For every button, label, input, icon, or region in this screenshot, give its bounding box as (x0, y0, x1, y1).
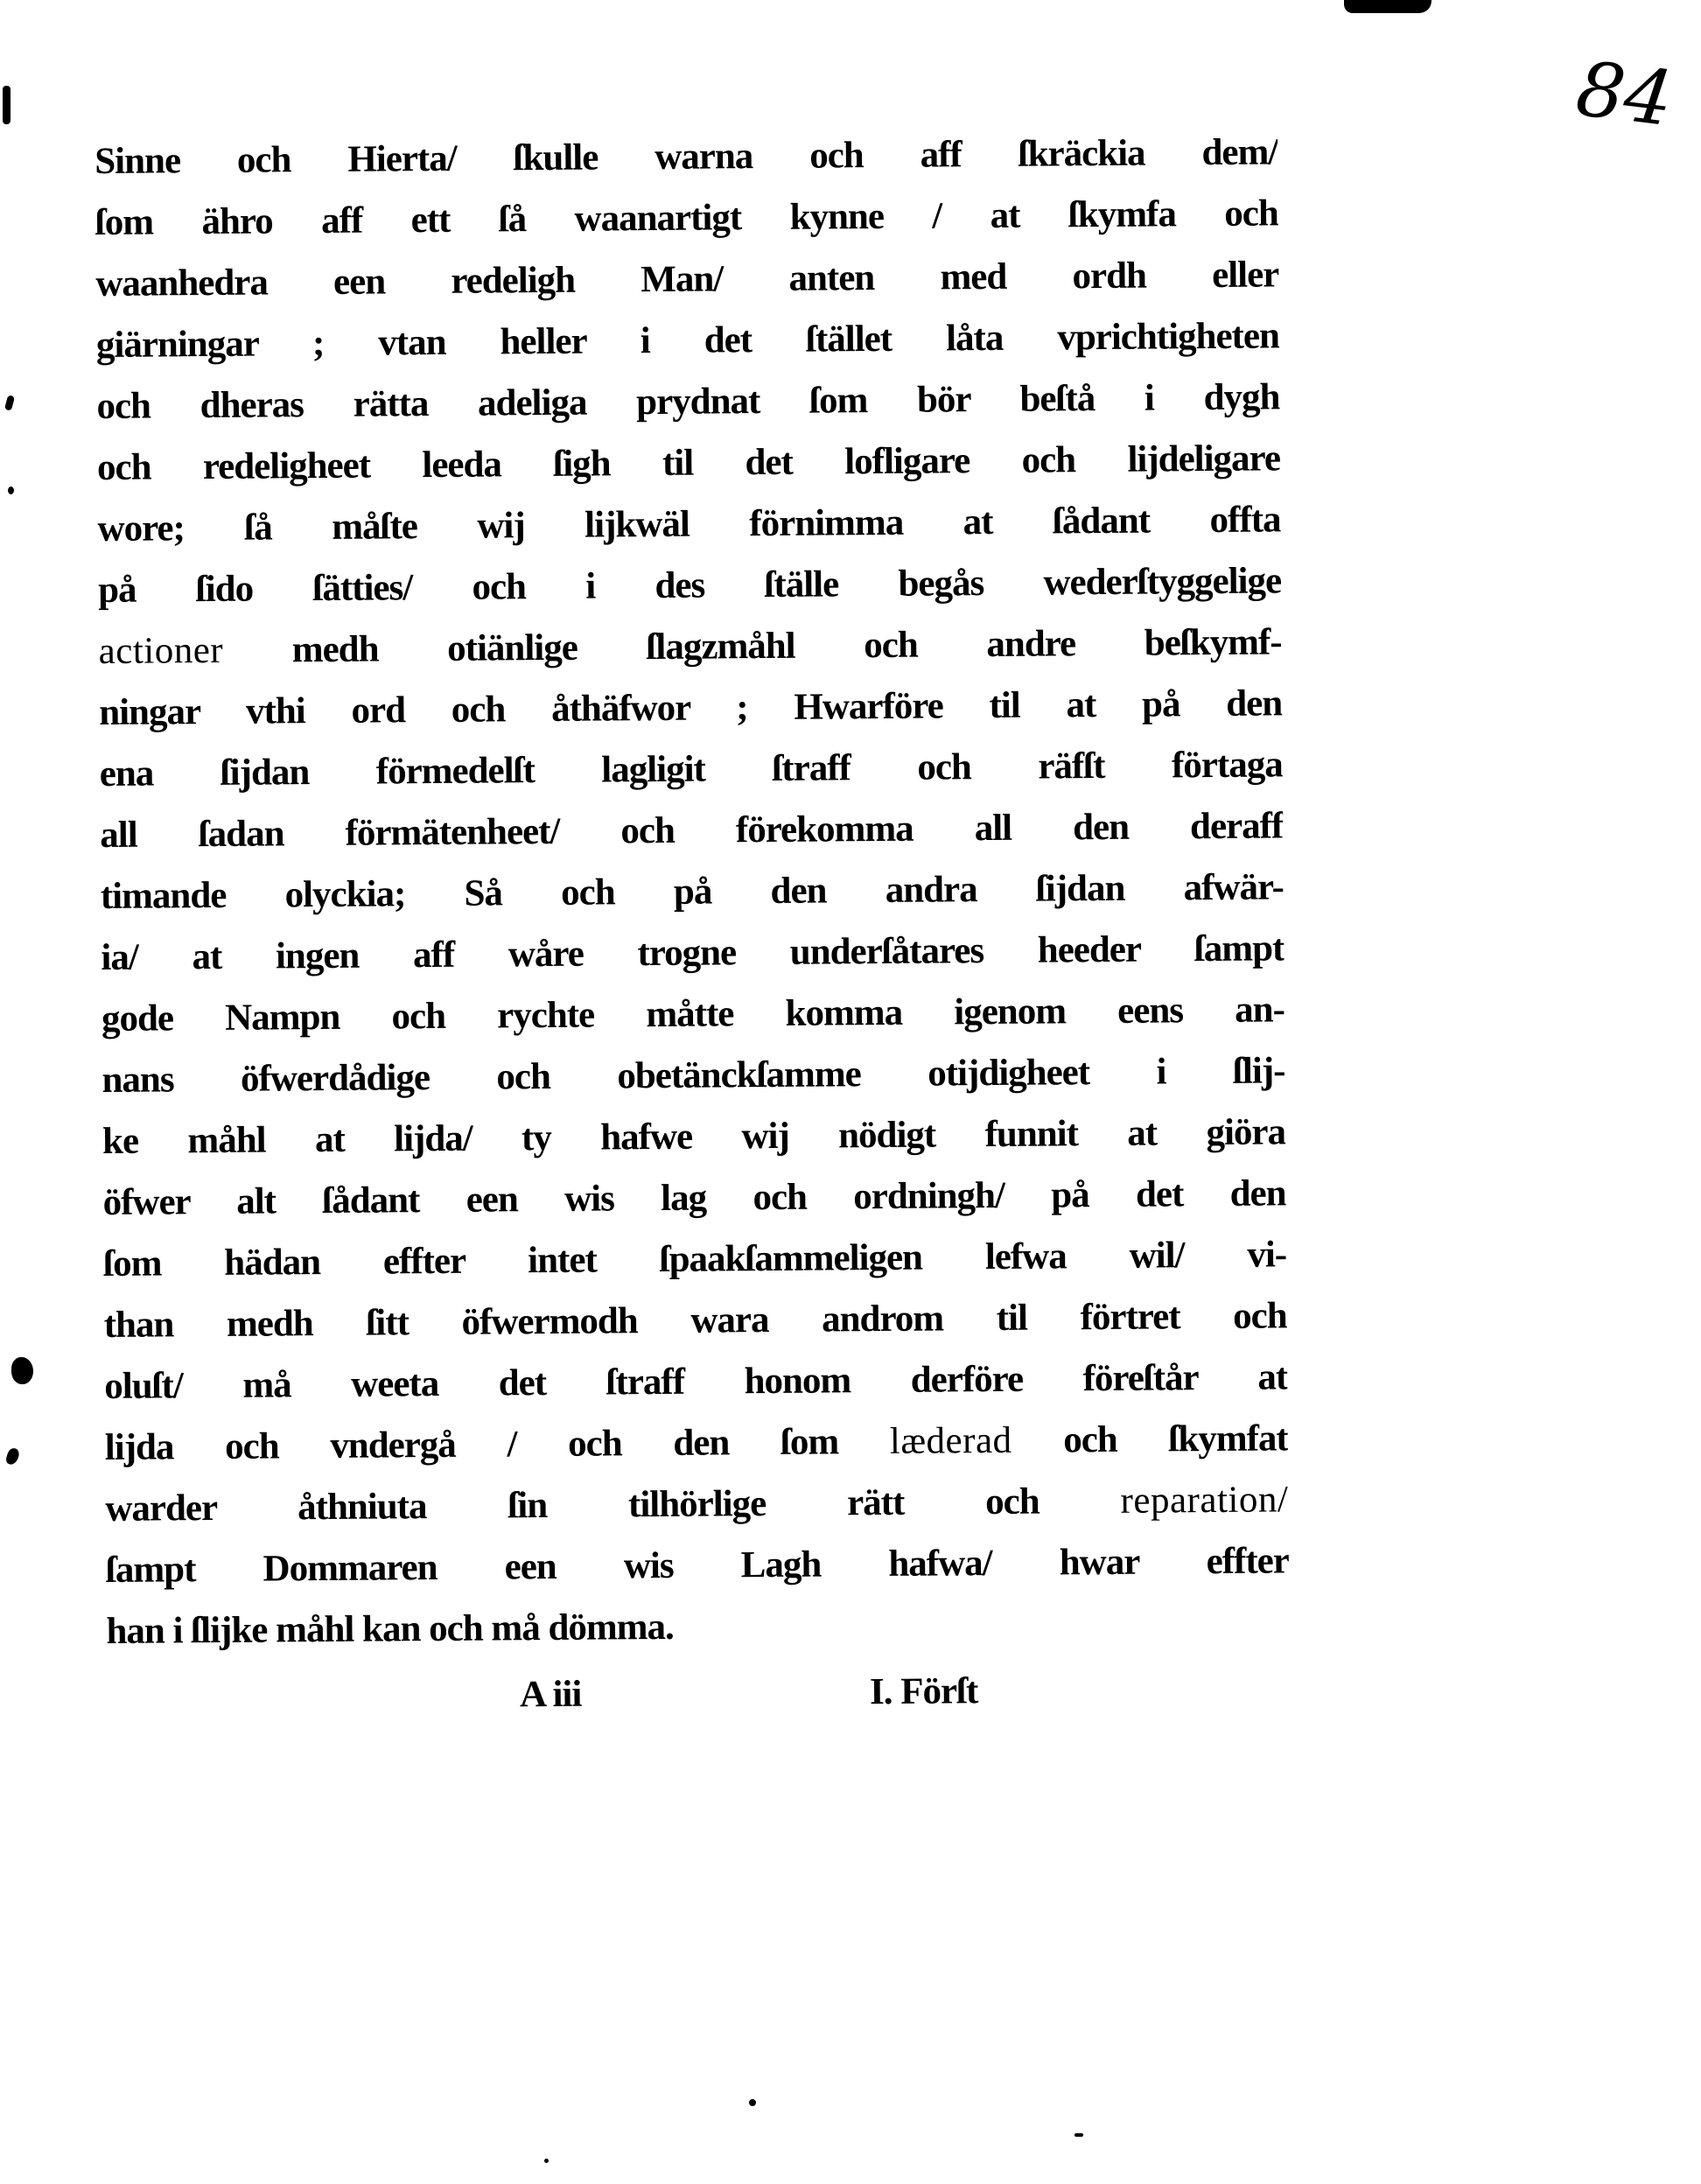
line-09-roman-word: actioner (98, 629, 224, 672)
ink-speck-bottom (1074, 2133, 1083, 2137)
ink-mark-left-margin (4, 395, 15, 410)
line-18-text: öfwer alt ſådant een wis lag och ordningh/ på det den (102, 1172, 1286, 1223)
catchword: I. Förſt (869, 1670, 978, 1713)
text-line-22 (105, 1408, 1289, 1479)
page-number: 84 (1572, 45, 1678, 144)
line-12-text: all ſadan förmätenheet/ och förekomma all den deraff (100, 805, 1284, 856)
text-line-11 (99, 734, 1283, 805)
text-line-18 (102, 1163, 1286, 1234)
line-04-text: giärningar ; vtan heller i det ſtället låta vprichtigheten (95, 315, 1280, 366)
text-line-01 (94, 122, 1278, 192)
line-02-text: ſom ähro aff ett ſå waanartigt kynne / at ſkymfa och (94, 192, 1278, 243)
ink-speck-bottom (749, 2099, 756, 2106)
text-line-17 (102, 1102, 1286, 1172)
line-24-text: ſampt Dommaren een wis Lagh hafwa/ hwar effter (105, 1540, 1290, 1591)
line-22-text-a: lijda och vndergå / och den ſom (104, 1420, 891, 1468)
text-line-05 (96, 367, 1280, 438)
line-20-text: than medh ſitt öfwermodh wara androm til förtret och (103, 1295, 1287, 1346)
line-11-text: ena ſijdan förmedelſt lagligit ſtraff och räfſt förtaga (99, 744, 1283, 794)
line-05-text: och dheras rätta adeliga prydnat ſom bör beſtå i dygh (96, 376, 1280, 427)
line-21-text: oluſt/ må weeta det ſtraff honom derföre föreſtår at (104, 1356, 1288, 1407)
signature-row (107, 1658, 1291, 1731)
line-01-text: Sinne och Hierta/ ſkulle warna och aff ſkräckia dem/ (94, 131, 1278, 182)
ink-mark-left-margin (11, 1357, 33, 1384)
text-line-12 (100, 795, 1284, 866)
line-03-text: waanhedra een redeligh Man/ anten med ordh eller (95, 254, 1279, 304)
text-line-19 (103, 1224, 1287, 1295)
line-13-text: timande olyckia; Så och på den andra ſijdan afwär- (100, 866, 1284, 917)
text-line-02 (95, 183, 1279, 254)
line-07-text: wore; ſå måſte wij lijkwäl förnimma at ſådant offta (97, 499, 1281, 550)
text-line-04 (96, 305, 1280, 376)
text-line-08 (98, 550, 1282, 621)
line-08-text: på ſido ſätties/ och i des ſtälle begås wederſtyggelige (97, 560, 1282, 611)
line-23-text: warder åthniuta ſin tilhörlige rätt och (105, 1480, 1121, 1530)
text-line-15 (102, 979, 1285, 1050)
text-line-25 (106, 1592, 1290, 1662)
ink-mark-left-margin (8, 486, 14, 494)
text-line-16 (102, 1040, 1285, 1111)
text-line-03 (95, 244, 1279, 315)
text-line-24 (106, 1530, 1290, 1601)
line-23-roman-word: reparation/ (1120, 1479, 1289, 1522)
line-19-text: ſom hädan effter intet ſpaakſammeligen lefwa wil/ vi- (102, 1234, 1287, 1284)
ink-blot-top-right-small (1409, 1, 1426, 9)
text-line-23 (105, 1469, 1289, 1540)
text-line-07 (97, 489, 1281, 560)
line-22-text-b: och ſkymfat (1012, 1418, 1288, 1461)
line-06-text: och redeligheet leeda ſigh til det lofligare och lijdeligare (96, 438, 1281, 488)
text-line-09 (98, 612, 1282, 682)
text-line-10 (99, 673, 1283, 744)
text-line-06 (97, 428, 1281, 499)
signature-mark: A iii (519, 1673, 582, 1716)
line-17-text: ke måhl at lijda/ ty hafwe wij nödigt funnit at giöra (102, 1111, 1286, 1162)
text-line-13 (101, 857, 1284, 928)
line-09-text: medh otiänlige ſlagzmåhl och andre beſkymf- (222, 621, 1282, 671)
line-10-text: ningar vthi ord och åthäfwor ; Hwarföre til at på den (99, 682, 1283, 733)
text-line-14 (101, 918, 1284, 989)
text-line-21 (104, 1347, 1288, 1418)
line-16-text: nans öfwerdådige och obetänckſamme otijdigheet i ſlij- (102, 1050, 1285, 1101)
text-line-20 (103, 1285, 1287, 1356)
ink-mark-left-margin (4, 1446, 20, 1466)
line-22-roman-word: læderad (889, 1419, 1012, 1462)
line-15-text: gode Nampn och rychte måtte komma igenom eens an- (101, 989, 1285, 1040)
line-25-text: han i ſlijke måhl kan och må dömma. (106, 1606, 674, 1652)
ink-speck-bottom (544, 2159, 549, 2163)
ink-mark-left-margin (3, 86, 10, 124)
paragraph-block (94, 122, 1290, 1731)
line-14-text: ia/ at ingen aff wåre trogne underſåtares heeder ſampt (101, 928, 1284, 978)
